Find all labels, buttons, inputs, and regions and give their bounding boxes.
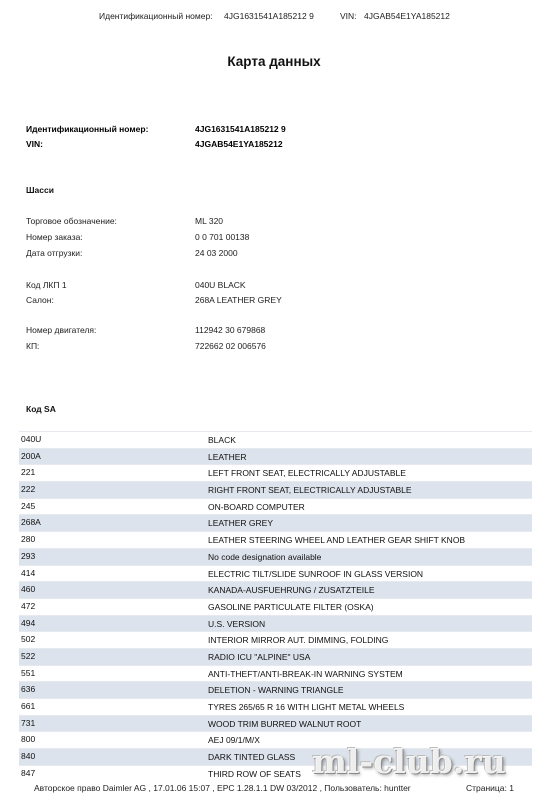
ident-id-label: Идентификационный номер: bbox=[26, 124, 149, 134]
footer-copyright: Авторское право Daimler AG , 17.01.06 15:07 , EPC 1.28.1.1 DW 03/2012 , Пользователь: huntter bbox=[34, 783, 411, 793]
sa-code: 200A bbox=[21, 450, 41, 461]
engine-value: 112942 30 679868 bbox=[195, 325, 266, 335]
sa-code: 840 bbox=[21, 751, 36, 762]
header-vin-label: VIN: bbox=[340, 11, 357, 21]
sa-description: RADIO ICU "ALPINE" USA bbox=[208, 651, 311, 662]
header-id-value: 4JG1631541A185212 9 bbox=[224, 11, 314, 21]
sa-description: THIRD ROW OF SEATS bbox=[208, 768, 301, 779]
table-row bbox=[19, 514, 532, 531]
sa-code: 522 bbox=[21, 650, 36, 661]
table-row bbox=[19, 448, 532, 465]
ship-label: Дата отгрузки: bbox=[26, 248, 83, 258]
header-id-label: Идентификационный номер: bbox=[99, 11, 213, 21]
sa-description: ANTI-THEFT/ANTI-BREAK-IN WARNING SYSTEM bbox=[208, 668, 403, 679]
table-row bbox=[19, 665, 532, 682]
sa-code: 460 bbox=[21, 584, 36, 595]
sa-description: U.S. VERSION bbox=[208, 618, 266, 629]
table-row bbox=[19, 565, 532, 582]
sa-description: DARK TINTED GLASS bbox=[208, 752, 296, 763]
sa-code: 847 bbox=[21, 767, 36, 778]
sa-description: GASOLINE PARTICULATE FILTER (OSKA) bbox=[208, 601, 374, 612]
sa-description: INTERIOR MIRROR AUT. DIMMING, FOLDING bbox=[208, 635, 389, 646]
table-row bbox=[19, 581, 532, 598]
sa-description: DELETION - WARNING TRIANGLE bbox=[208, 685, 344, 696]
sa-description: ON-BOARD COMPUTER bbox=[208, 501, 305, 512]
page-title: Карта данных bbox=[227, 54, 321, 69]
sa-description: LEATHER bbox=[208, 451, 247, 462]
table-row bbox=[19, 498, 532, 515]
watermark-logo: ml-club.ru bbox=[312, 742, 506, 781]
sa-code: 551 bbox=[21, 667, 36, 678]
sa-code: 222 bbox=[21, 484, 36, 495]
sa-code: 661 bbox=[21, 701, 36, 711]
order-label: Номер заказа: bbox=[26, 232, 83, 242]
paint-label: Код ЛКП 1 bbox=[26, 280, 67, 290]
sa-description: LEATHER STEERING WHEEL AND LEATHER GEAR SHIFT KNOB bbox=[208, 535, 466, 546]
table-row bbox=[19, 481, 532, 498]
sa-code: 800 bbox=[21, 734, 36, 745]
header-vin-value: 4JGAB54E1YA185212 bbox=[364, 11, 450, 21]
table-row bbox=[19, 648, 532, 665]
trade-value: ML 320 bbox=[195, 216, 224, 226]
sa-description: TYRES 265/65 R 16 WITH LIGHT METAL WHEELS bbox=[208, 702, 405, 712]
sa-code: 414 bbox=[21, 567, 36, 578]
sa-description: AEJ 09/1/M/X bbox=[208, 735, 260, 746]
sa-description: WOOD TRIM BURRED WALNUT ROOT bbox=[208, 718, 362, 729]
table-row bbox=[19, 431, 532, 448]
sa-description: No code designation available bbox=[208, 551, 322, 562]
sa-code: 472 bbox=[21, 600, 36, 611]
sa-description: LEATHER GREY bbox=[208, 518, 274, 529]
sa-code: 494 bbox=[21, 617, 36, 628]
ship-value: 24 03 2000 bbox=[195, 248, 238, 258]
sa-code: 221 bbox=[21, 467, 36, 478]
sa-code: 040U bbox=[21, 434, 42, 444]
kp-label: КП: bbox=[26, 341, 40, 351]
salon-label: Салон: bbox=[26, 295, 54, 305]
paint-value: 040U BLACK bbox=[195, 280, 246, 290]
sa-description: BLACK bbox=[208, 435, 236, 445]
table-row bbox=[19, 615, 532, 632]
engine-label: Номер двигателя: bbox=[26, 325, 97, 335]
table-row bbox=[19, 548, 532, 565]
table-row bbox=[19, 698, 532, 715]
trade-label: Торговое обозначение: bbox=[26, 216, 117, 226]
sa-description: LEFT FRONT SEAT, ELECTRICALLY ADJUSTABLE bbox=[208, 468, 406, 479]
sa-code: 293 bbox=[21, 550, 36, 561]
sa-code: 280 bbox=[21, 534, 36, 545]
table-row bbox=[19, 715, 532, 732]
table-row bbox=[19, 631, 532, 648]
sa-code: 502 bbox=[21, 634, 36, 645]
table-row bbox=[19, 598, 532, 615]
salon-value: 268A LEATHER GREY bbox=[195, 295, 282, 305]
chassis-heading: Шасси bbox=[26, 185, 54, 195]
order-value: 0 0 701 00138 bbox=[195, 232, 250, 242]
sa-heading: Код SA bbox=[26, 404, 56, 414]
ident-vin-value: 4JGAB54E1YA185212 bbox=[195, 139, 283, 149]
sa-description: ELECTRIC TILT/SLIDE SUNROOF IN GLASS VERSION bbox=[208, 568, 424, 579]
table-row bbox=[19, 531, 532, 548]
ident-vin-label: VIN: bbox=[26, 139, 43, 149]
ident-id-value: 4JG1631541A185212 9 bbox=[195, 124, 286, 134]
sa-description: RIGHT FRONT SEAT, ELECTRICALLY ADJUSTABLE bbox=[208, 485, 412, 496]
footer-page: Страница: 1 bbox=[466, 783, 514, 793]
table-row bbox=[19, 464, 532, 481]
kp-value: 722662 02 006576 bbox=[195, 341, 266, 351]
sa-description: KANADA-AUSFUEHRUNG / ZUSATZTEILE bbox=[208, 585, 375, 596]
sa-code: 636 bbox=[21, 684, 36, 695]
sa-table bbox=[19, 431, 532, 781]
sa-code: 268A bbox=[21, 517, 41, 528]
sa-code: 731 bbox=[21, 717, 36, 728]
sa-code: 245 bbox=[21, 500, 36, 511]
table-row bbox=[19, 681, 532, 698]
